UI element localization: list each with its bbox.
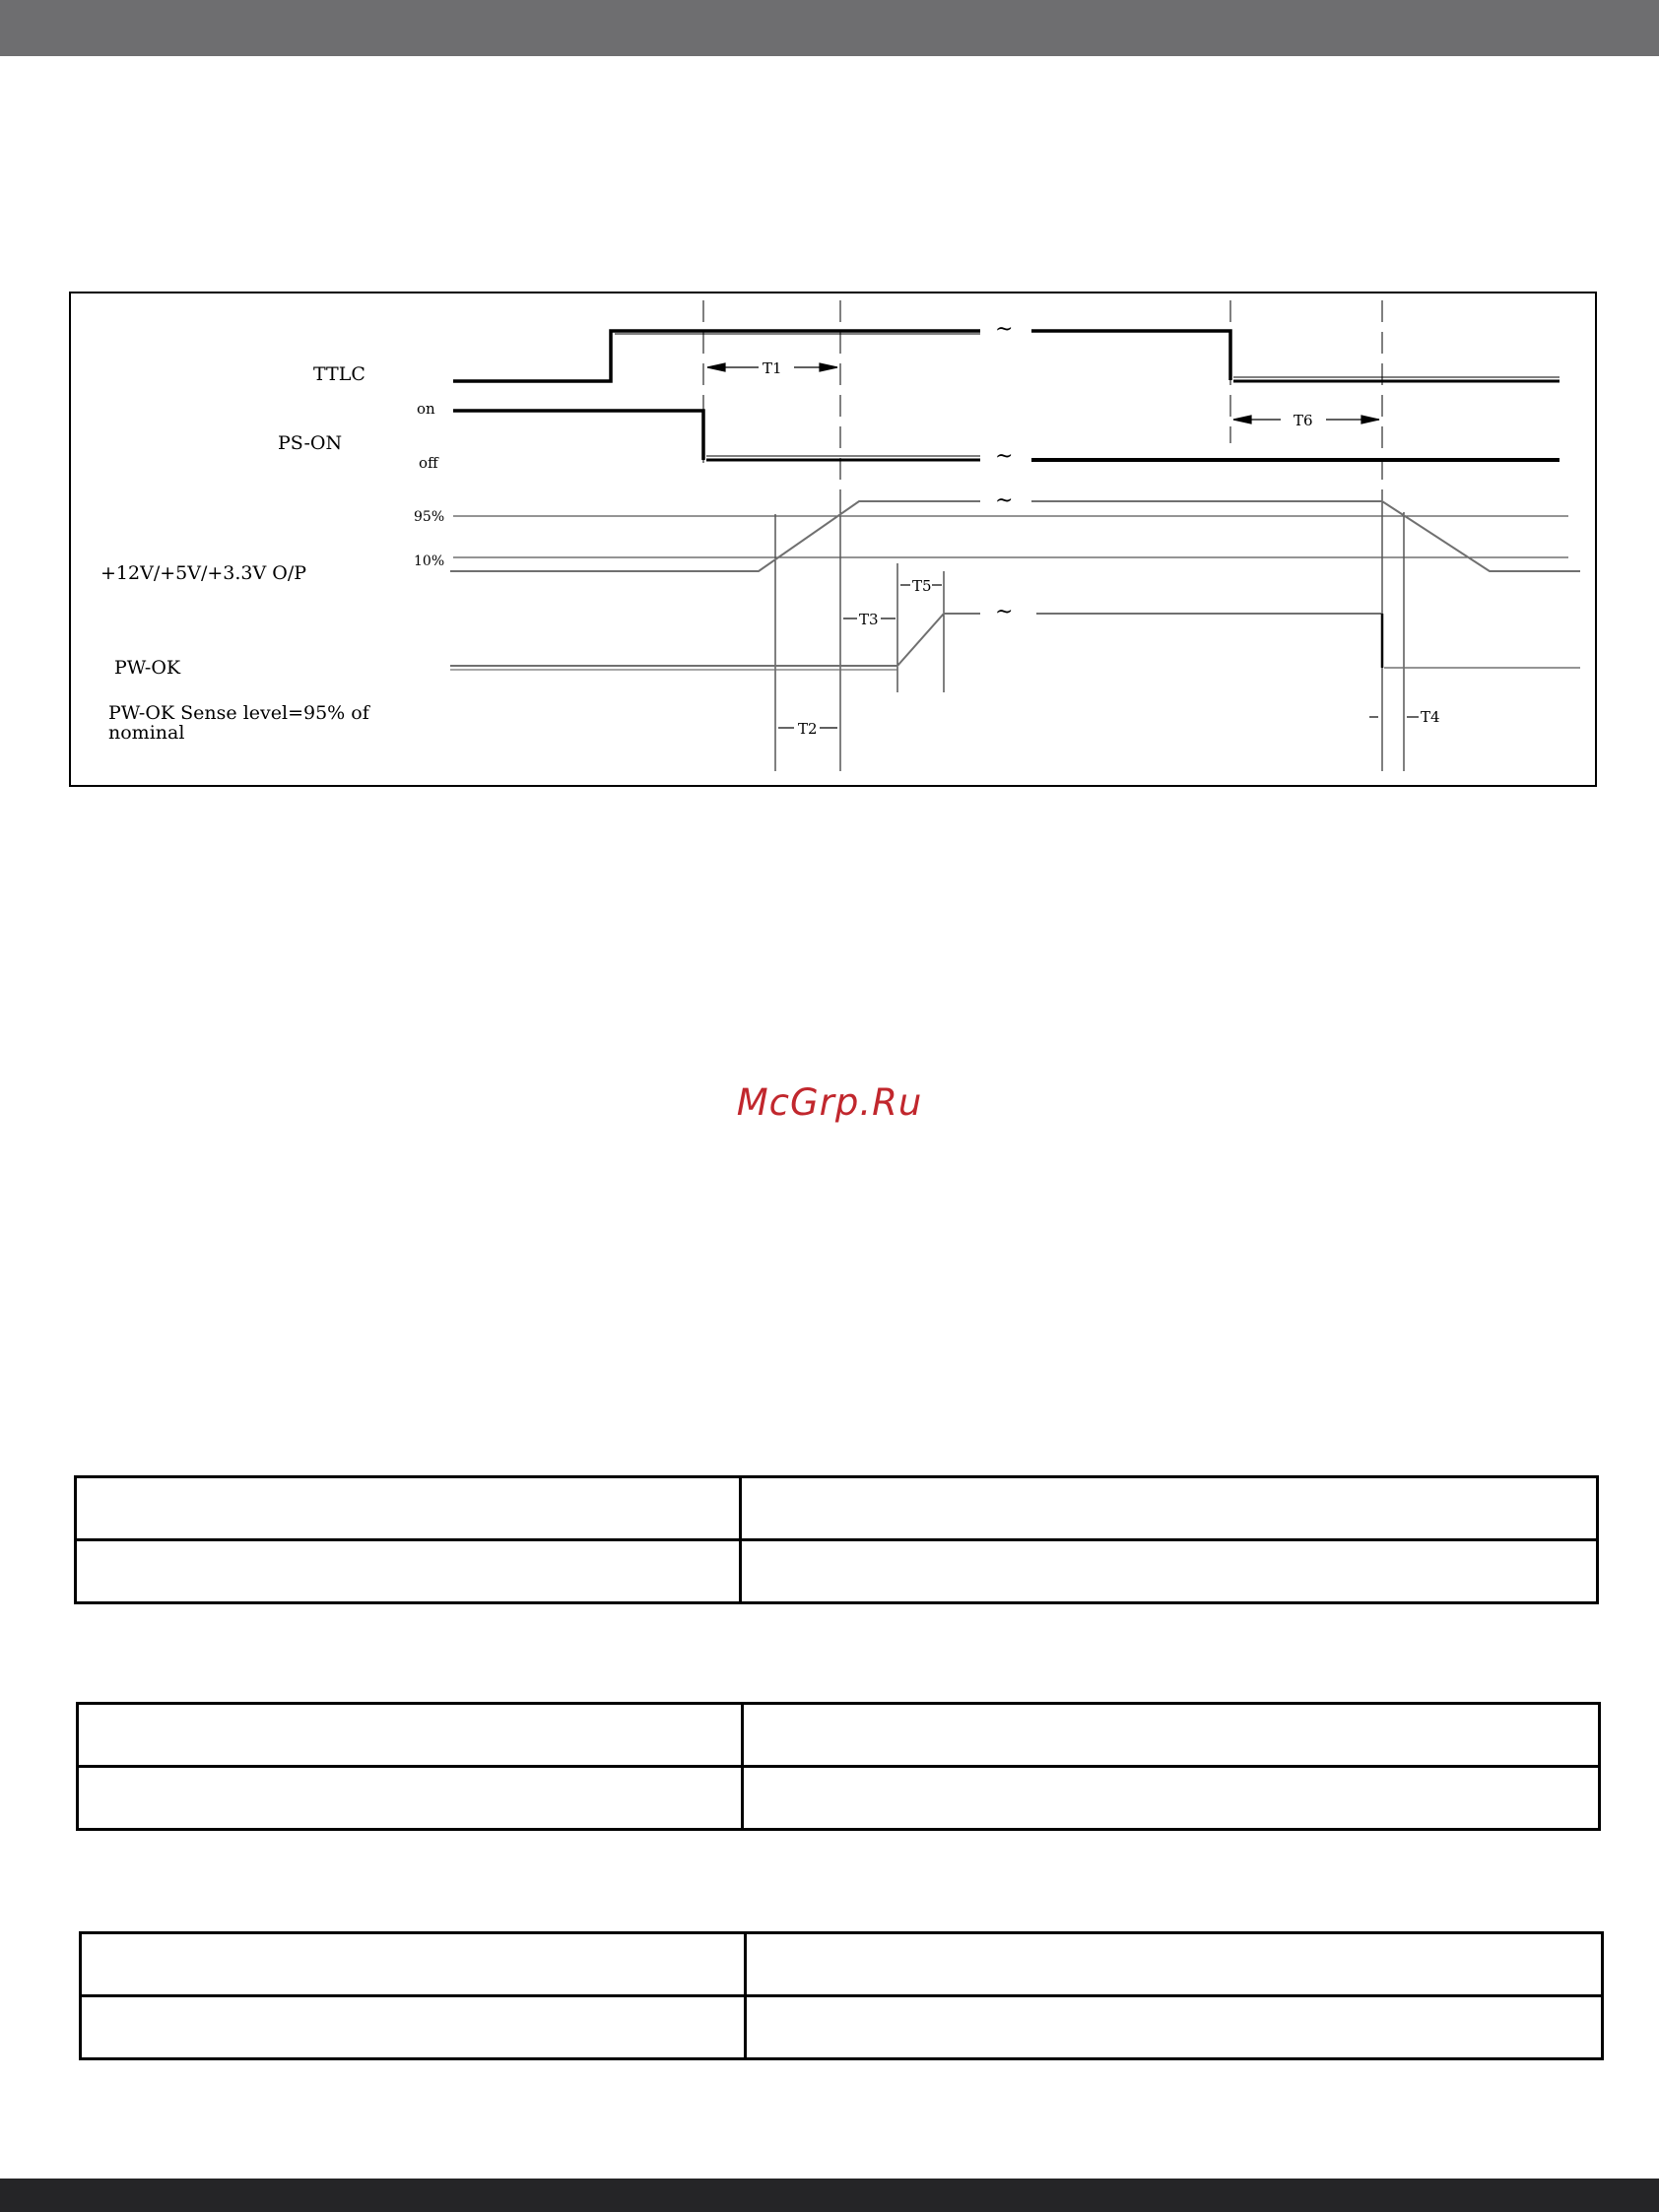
timing-t2: T2 (798, 720, 818, 738)
footer-bar (0, 2179, 1659, 2212)
table-row (81, 1933, 1603, 1996)
spec-table-2 (76, 1702, 1601, 1831)
break-symbol-output: ~ (995, 488, 1014, 513)
timing-t4: T4 (1421, 708, 1440, 726)
timing-t5: T5 (912, 577, 932, 595)
table-cell (746, 1933, 1603, 1996)
break-symbol-ac: ~ (995, 317, 1014, 342)
table-cell (81, 1933, 746, 1996)
table-cell (743, 1704, 1600, 1767)
table-row (76, 1540, 1598, 1603)
table-cell (746, 1996, 1603, 2059)
output-label: +12V/+5V/+3.3V O/P (100, 562, 307, 584)
timing-labels (763, 359, 1440, 738)
table-cell (81, 1996, 746, 2059)
output-waveform (450, 501, 1580, 571)
table-cell (76, 1540, 741, 1603)
table-row (81, 1996, 1603, 2059)
timing-t3: T3 (859, 611, 879, 628)
break-symbols (995, 317, 1013, 624)
level-low-label: 10% (414, 553, 445, 569)
table-cell (743, 1767, 1600, 1830)
table-cell (741, 1540, 1598, 1603)
pw-ok-waveform (450, 614, 1580, 670)
ps-on-low-label: off (419, 454, 438, 472)
level-lines (453, 516, 1568, 557)
spec-table-1 (74, 1475, 1599, 1604)
table-cell (78, 1704, 743, 1767)
pw-ok-label: PW-OK (114, 657, 181, 679)
ac-label: TTLC (313, 363, 365, 385)
break-symbol-pw-ok: ~ (995, 600, 1014, 624)
table-cell (78, 1767, 743, 1830)
level-high-label: 95% (414, 509, 445, 525)
timing-t6: T6 (1294, 412, 1313, 429)
break-symbol-ps-on: ~ (995, 444, 1014, 469)
timing-t1: T1 (763, 359, 782, 377)
table-row (78, 1704, 1600, 1767)
watermark: McGrp.Ru (736, 1081, 923, 1124)
power-sequence-timing-diagram (0, 0, 1659, 808)
signal-labels (100, 363, 444, 744)
table-cell (741, 1477, 1598, 1540)
spec-table-3 (79, 1931, 1604, 2060)
sense-note-line2: nominal (108, 722, 185, 744)
table-cell (76, 1477, 741, 1540)
ps-on-label: PS-ON (278, 432, 343, 454)
table-row (76, 1477, 1598, 1540)
sense-note-line1: PW-OK Sense level=95% of (108, 702, 369, 724)
ps-on-high-label: on (417, 400, 435, 418)
table-row (78, 1767, 1600, 1830)
